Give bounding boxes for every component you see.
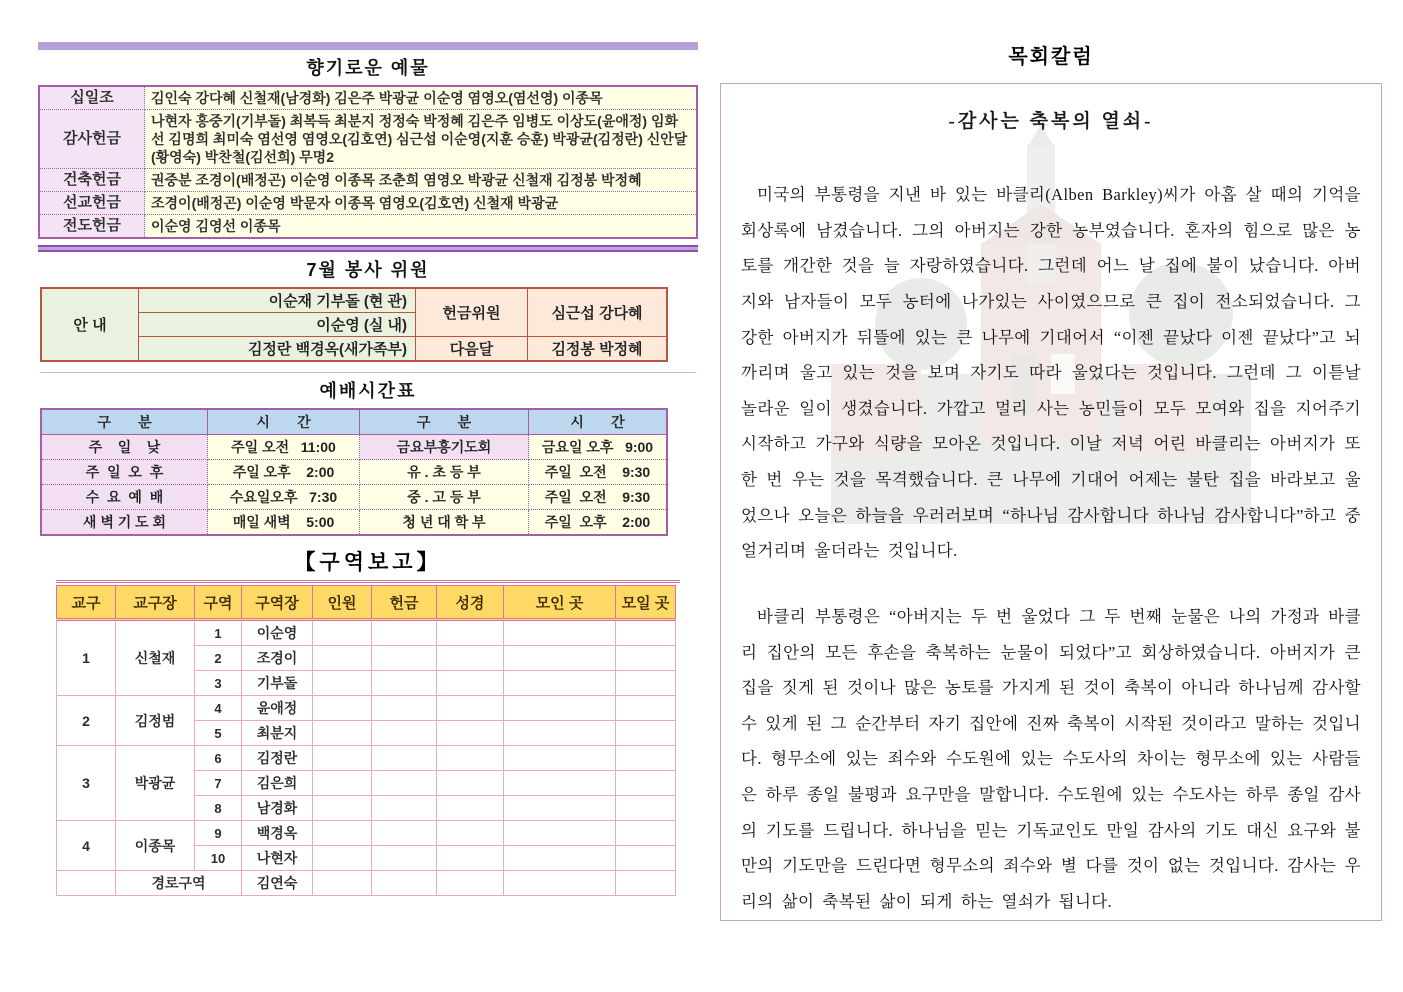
offerings-title: 향기로운 예물: [306, 58, 430, 78]
table-row: [39, 192, 697, 215]
district-number: 4: [195, 696, 242, 721]
empty-cell: [504, 721, 616, 746]
schedule-header: 시 간: [529, 409, 668, 435]
empty-cell: [616, 696, 676, 721]
offering-names: 조경이(배정곤) 이순영 박문자 이종목 염영오(김호연) 신철재 박광균: [145, 192, 698, 215]
guide-label: 안 내: [41, 288, 139, 361]
committee-title: 7월 봉사 위원: [306, 260, 430, 280]
district-number: 7: [195, 771, 242, 796]
empty-cell: [313, 620, 372, 646]
column-header: 구역: [195, 586, 242, 620]
empty-cell: [616, 796, 676, 821]
empty-cell: [313, 796, 372, 821]
schedule-header: 구 분: [41, 409, 208, 435]
table-row: [57, 821, 676, 846]
empty-cell: [372, 771, 437, 796]
offering-committee-members: 심근섭 강다혜: [528, 288, 668, 337]
offerings-table: [38, 85, 698, 239]
offering-type-label: 십일조: [39, 86, 145, 110]
column-header: 모일 곳: [616, 586, 676, 620]
empty-cell: [372, 721, 437, 746]
double-divider: [56, 580, 680, 583]
senior-district-label: 경로구역: [116, 871, 242, 896]
table-row: [57, 586, 676, 620]
column-header: 교구: [57, 586, 116, 620]
offering-names: 권중분 조경이(배정곤) 이순영 이종목 조춘희 염영오 박광균 신철재 김정봉 박정혜: [145, 169, 698, 192]
next-month-members: 김정봉 박정혜: [528, 337, 668, 362]
district-number: 1: [195, 620, 242, 646]
table-row: [57, 871, 676, 896]
district-number: 8: [195, 796, 242, 821]
parish-leader: 김정범: [116, 696, 195, 746]
column-header: 성경: [437, 586, 504, 620]
parish-number: 1: [57, 620, 116, 696]
column-header: 헌금: [372, 586, 437, 620]
empty-cell: [616, 821, 676, 846]
parish-leader: 신철재: [116, 620, 195, 696]
empty-cell: [372, 620, 437, 646]
empty-cell: [437, 871, 504, 896]
empty-cell: [437, 771, 504, 796]
empty-cell: [504, 796, 616, 821]
empty-cell: [437, 620, 504, 646]
district-number: 6: [195, 746, 242, 771]
table-row: [41, 460, 667, 485]
offering-names: 이순영 김영선 이종목: [145, 215, 698, 239]
district-number: 10: [195, 846, 242, 871]
empty-cell: [504, 696, 616, 721]
district-leader: 김연숙: [242, 871, 313, 896]
service-name: 주 일 낮: [41, 435, 208, 460]
schedule-table: [40, 408, 668, 536]
next-month-label: 다음달: [416, 337, 528, 362]
district-report-title: 【구역보고】: [294, 551, 442, 574]
service-name: 수 요 예 배: [41, 485, 208, 510]
service-name: 청 년 대 학 부: [360, 510, 529, 536]
district-leader: 최분지: [242, 721, 313, 746]
empty-cell: [437, 696, 504, 721]
empty-cell: [313, 846, 372, 871]
column-header: 구역장: [242, 586, 313, 620]
service-name: 유 . 초 등 부: [360, 460, 529, 485]
empty-cell: [616, 721, 676, 746]
empty-cell: [313, 721, 372, 746]
parish-leader: 박광균: [116, 746, 195, 821]
parish-number: 4: [57, 821, 116, 871]
table-row: [39, 86, 697, 110]
service-name: 주 일 오 후: [41, 460, 208, 485]
service-time: 수요일오후 7:30: [208, 485, 360, 510]
column-paragraph: 바클리 부통령은 “아버지는 두 번 울었다 그 두 번째 눈물은 나의 가정과 바클리 집안의 모든 후손을 축복하는 눈물이 되었다”고 회상하였습니다. 아버지가 큰 집을 짓게 된 것이나 많은 농토를 가지게 된 것이 축복이 아니라 하나님께 감사할 수 있게 된 그 순간부터 자기 집안에 진짜 축복이 시작된 것이라고 말하는 것입니다. 형무소에 있는 죄수와 수도원에 있는 수도사의 차이는 형무소에 있는 사람들은 하루 종일 불평과 요구만을 말합니다. 수도원에 있는 수도사는 하루 종일 감사의 기도를 드립니다. 하나님을 믿는 기독교인도 만일 감사의 기도 대신 요구와 불만의 기도만을 드린다면 형무소의 죄수와 별 다를 것이 없는 것입니다. 감사는 우리의 삶이 축복된 삶이 되게 하는 열쇠가 됩니다.: [741, 606, 1361, 911]
guide-member: 김정란 백경옥(새가족부): [139, 337, 416, 362]
service-name: 새 벽 기 도 회: [41, 510, 208, 536]
left-column: [38, 42, 698, 896]
offering-type-label: 감사헌금: [39, 110, 145, 169]
district-leader: 나현자: [242, 846, 313, 871]
empty-cell: [372, 646, 437, 671]
thin-divider: [40, 372, 696, 373]
empty-cell: [504, 620, 616, 646]
empty-cell: [313, 696, 372, 721]
top-accent-bar: [38, 42, 698, 50]
offering-names: 나현자 홍중기(기부돌) 최복득 최분지 정정숙 박정혜 김은주 임병도 이상도(윤애정) 임화선 김명희 최미숙 염선영 염영오(김호연) 심근섭 이순영(지훈 승훈) 박광균(김정란) 신안달(황영숙) 박찬철(김선희) 무명2: [145, 110, 698, 169]
empty-cell: [504, 821, 616, 846]
offering-type-label: 전도헌금: [39, 215, 145, 239]
empty-cell: [313, 771, 372, 796]
offering-names: 김인숙 강다혜 신철재(남경화) 김은주 박광균 이순영 염영오(염선영) 이종목: [145, 86, 698, 110]
table-row: [39, 110, 697, 169]
right-column: [720, 40, 1382, 921]
empty-cell: [437, 671, 504, 696]
parish-leader: 이종목: [116, 821, 195, 871]
service-time: 매일 새벽 5:00: [208, 510, 360, 536]
empty-cell: [616, 620, 676, 646]
committee-table: [40, 287, 668, 362]
service-time: 주일 오후 2:00: [529, 510, 668, 536]
offering-type-label: 건축헌금: [39, 169, 145, 192]
schedule-header: 시 간: [208, 409, 360, 435]
empty-cell: [616, 671, 676, 696]
empty-cell: [504, 846, 616, 871]
service-time: 주일 오전 9:30: [529, 485, 668, 510]
district-leader: 김은희: [242, 771, 313, 796]
guide-member: 이순재 기부돌 (현 관): [139, 288, 416, 313]
schedule-title: 예배시간표: [319, 381, 417, 401]
empty-cell: [313, 746, 372, 771]
empty-cell: [372, 671, 437, 696]
district-leader: 윤애정: [242, 696, 313, 721]
empty-cell: [437, 746, 504, 771]
table-row: [41, 288, 667, 313]
empty-cell: [616, 771, 676, 796]
column-paragraph: 미국의 부통령을 지낸 바 있는 바클리(Alben Barkley)씨가 아홉 살 때의 기억을 회상록에 남겼습니다. 그의 아버지는 강한 농부였습니다. 혼자의 힘으로 많은 농토를 개간한 것을 늘 자랑하였습니다. 그런데 어느 날 집에 불이 났습니다. 아버지와 남자들이 모두 농터에 나가있는 사이였으므로 큰 집이 전소되었습니다. 그 강한 아버지가 뒤뜰에 있는 큰 나무에 기대어서 “이젠 끝났다 이젠 끝났다”고 뇌까리며 울고 있는 것을 보며 자기도 따라 울었다는 것입니다. 그런데 그 이튿날 놀라운 일이 생겼습니다. 가깝고 멀리 사는 농민들이 모두 모여와 집을 지어주기 시작하고 가구와 식량을 모아온 것입니다. 이날 저녁 어린 바클리는 아버지가 또 한 번 우는 것을 목격했습니다. 큰 나무에 기대어 어제는 불탄 집을 바라보고 울었으나 오늘은 하늘을 우러러보며 “하나님 감사합니다 하나님 감사합니다”하고 중얼거리며 울더라는 것입니다.: [741, 185, 1361, 561]
table-row: [57, 696, 676, 721]
service-time: 주일 오전 11:00: [208, 435, 360, 460]
column-header: 모인 곳: [504, 586, 616, 620]
service-name: 중 . 고 등 부: [360, 485, 529, 510]
parish-number: 2: [57, 696, 116, 746]
offering-committee-label: 헌금위원: [416, 288, 528, 337]
empty-cell: [313, 821, 372, 846]
district-number: 3: [195, 671, 242, 696]
offering-type-label: 선교헌금: [39, 192, 145, 215]
empty-cell: [616, 746, 676, 771]
empty-cell: [504, 771, 616, 796]
table-row: [57, 746, 676, 771]
table-row: [57, 620, 676, 646]
column-title: -감사는 축복의 열쇠-: [948, 111, 1154, 132]
table-row: [41, 409, 667, 435]
table-row: [39, 215, 697, 239]
empty-cell: [504, 746, 616, 771]
pastoral-column-box: [720, 83, 1382, 921]
district-leader: 조경이: [242, 646, 313, 671]
service-name: 금요부흥기도회: [360, 435, 529, 460]
service-time: 금요일 오후 9:00: [529, 435, 668, 460]
empty-cell: [504, 671, 616, 696]
empty-cell: [372, 846, 437, 871]
table-row: [41, 510, 667, 536]
empty-cell: [313, 871, 372, 896]
empty-cell: [372, 796, 437, 821]
service-time: 주일 오후 2:00: [208, 460, 360, 485]
district-number: 9: [195, 821, 242, 846]
empty-cell: [57, 871, 116, 896]
table-row: [41, 485, 667, 510]
district-leader: 백경옥: [242, 821, 313, 846]
district-leader: 김정란: [242, 746, 313, 771]
empty-cell: [504, 871, 616, 896]
empty-cell: [372, 821, 437, 846]
empty-cell: [437, 796, 504, 821]
district-leader: 남경화: [242, 796, 313, 821]
empty-cell: [372, 871, 437, 896]
empty-cell: [616, 871, 676, 896]
empty-cell: [313, 671, 372, 696]
column-header: 교구장: [116, 586, 195, 620]
empty-cell: [437, 821, 504, 846]
service-time: 주일 오전 9:30: [529, 460, 668, 485]
empty-cell: [504, 646, 616, 671]
schedule-header: 구 분: [360, 409, 529, 435]
pastoral-column-header: 목회칼럼: [1008, 46, 1094, 68]
table-row: [39, 169, 697, 192]
district-leader: 기부돌: [242, 671, 313, 696]
empty-cell: [372, 696, 437, 721]
table-row: [41, 435, 667, 460]
guide-member: 이순영 (실 내): [139, 313, 416, 337]
district-number: 2: [195, 646, 242, 671]
parish-number: 3: [57, 746, 116, 821]
empty-cell: [616, 846, 676, 871]
empty-cell: [616, 646, 676, 671]
district-number: 5: [195, 721, 242, 746]
district-leader: 이순영: [242, 620, 313, 646]
empty-cell: [372, 746, 437, 771]
empty-cell: [437, 646, 504, 671]
empty-cell: [437, 846, 504, 871]
column-header: 인원: [313, 586, 372, 620]
empty-cell: [313, 646, 372, 671]
district-report-table: [56, 585, 676, 896]
empty-cell: [437, 721, 504, 746]
purple-divider-band: [38, 245, 698, 252]
